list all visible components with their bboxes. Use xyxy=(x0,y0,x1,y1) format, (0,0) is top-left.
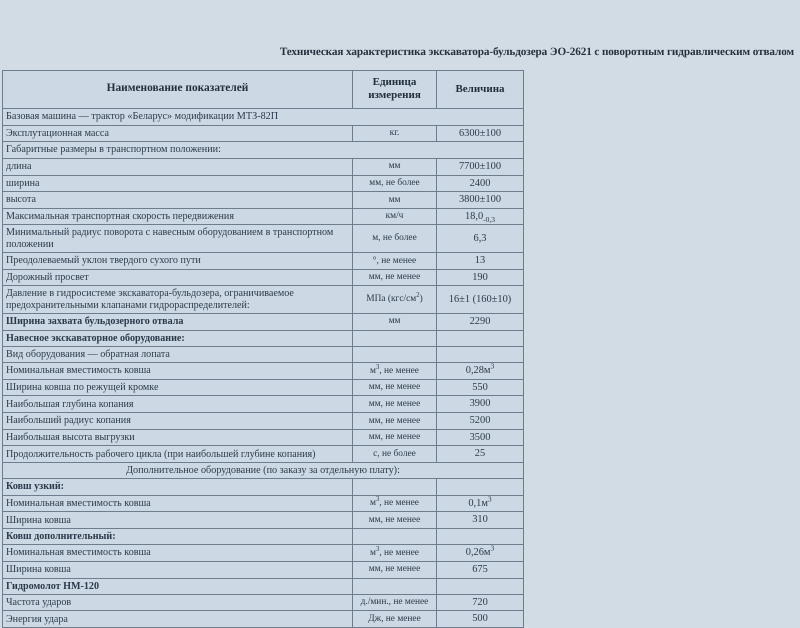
row-26-value: 675 xyxy=(437,561,524,578)
row-18-value: 3500 xyxy=(437,429,524,446)
row-22-value: $0,1м^3$ xyxy=(437,495,524,512)
table-row xyxy=(3,313,524,330)
row-14-value: $0,28м^3$ xyxy=(437,363,524,380)
table-row xyxy=(3,611,524,628)
row-18-name: Наибольшая высота выгрузки xyxy=(3,429,353,446)
table-row xyxy=(3,379,524,396)
table-row xyxy=(3,125,524,142)
row-18-unit: мм, не менее xyxy=(353,429,437,446)
table-row xyxy=(3,578,524,594)
table-row xyxy=(3,253,524,270)
row-17-unit: мм, не менее xyxy=(353,413,437,430)
row-26-name: Ширина ковша xyxy=(3,561,353,578)
row-28-name: Частота ударов xyxy=(3,594,353,611)
row-14-unit: $м^3$, не менее xyxy=(353,363,437,380)
row-16-name: Наибольшая глубина копания xyxy=(3,396,353,413)
column-header-unit-line2: измерения xyxy=(368,89,421,102)
row-29-name: Энергия удара xyxy=(3,611,353,628)
table-header xyxy=(3,71,524,109)
table-row xyxy=(3,363,524,380)
row-24-value xyxy=(437,528,524,544)
row-10-name: Давление в гидросистеме экскаватора-бульдозера, ограничиваемое предохранительными клапанами гидрораспределителей: xyxy=(3,286,353,314)
row-13-unit xyxy=(353,346,437,362)
row-24-name: Ковш дополнительный: xyxy=(3,528,353,544)
table-row xyxy=(3,561,524,578)
row-2-fullwidth-label: Габаритные размеры в транспортном положении: xyxy=(3,142,524,158)
row-3-unit: мм xyxy=(353,158,437,175)
row-9-name: Дорожный просвет xyxy=(3,269,353,286)
row-23-unit: мм, не менее xyxy=(353,512,437,529)
row-11-name: Ширина захвата бульдозерного отвала xyxy=(3,313,353,330)
table-row xyxy=(3,109,524,125)
table-row xyxy=(3,158,524,175)
row-15-unit: мм, не менее xyxy=(353,379,437,396)
row-26-unit: мм, не менее xyxy=(353,561,437,578)
row-7-unit: м, не более xyxy=(353,225,437,253)
table-row xyxy=(3,495,524,512)
row-8-name: Преодолеваемый уклон твердого сухого пути xyxy=(3,253,353,270)
row-10-unit: МПа $(кгс/см^2)$ xyxy=(353,286,437,314)
row-17-value: 5200 xyxy=(437,413,524,430)
row-23-value: 310 xyxy=(437,512,524,529)
table-row xyxy=(3,396,524,413)
row-19-name: Продолжительность рабочего цикла (при наибольшей глубине копания) xyxy=(3,446,353,463)
spec-table-container xyxy=(2,70,523,628)
row-21-value xyxy=(437,479,524,495)
row-25-unit: $м^3$, не менее xyxy=(353,545,437,562)
row-21-unit xyxy=(353,479,437,495)
row-27-unit xyxy=(353,578,437,594)
row-8-unit: °, не менее xyxy=(353,253,437,270)
row-8-value: 13 xyxy=(437,253,524,270)
row-5-unit: мм xyxy=(353,192,437,209)
table-row xyxy=(3,142,524,158)
row-22-name: Номинальная вместимость ковша xyxy=(3,495,353,512)
row-1-unit: кг. xyxy=(353,125,437,142)
row-27-value xyxy=(437,578,524,594)
row-4-value: 2400 xyxy=(437,175,524,192)
row-21-name: Ковш узкий: xyxy=(3,479,353,495)
row-0-fullwidth-label: Базовая машина — трактор «Беларус» модификации МТЗ-82П xyxy=(3,109,524,125)
table-row xyxy=(3,286,524,314)
column-header-name: Наименование показателей xyxy=(3,71,353,109)
row-12-unit xyxy=(353,330,437,346)
row-17-name: Наибольший радиус копания xyxy=(3,413,353,430)
table-header-row xyxy=(3,71,524,109)
table-body xyxy=(3,109,524,628)
row-29-unit: Дж, не менее xyxy=(353,611,437,628)
column-header-unit xyxy=(353,71,437,109)
row-7-name: Минимальный радиус поворота с навесным оборудованием в транспортном положении xyxy=(3,225,353,253)
row-28-value: 720 xyxy=(437,594,524,611)
row-19-value: 25 xyxy=(437,446,524,463)
row-22-unit: $м^3$, не менее xyxy=(353,495,437,512)
row-14-name: Номинальная вместимость ковша xyxy=(3,363,353,380)
row-7-value: 6,3 xyxy=(437,225,524,253)
row-11-unit: мм xyxy=(353,313,437,330)
table-row xyxy=(3,225,524,253)
row-19-unit: с, не более xyxy=(353,446,437,463)
row-5-value: 3800±100 xyxy=(437,192,524,209)
row-20-fullwidth-label: Дополнительное оборудование (по заказу за отдельную плату): xyxy=(3,462,524,478)
row-1-name: Эксплутационная масса xyxy=(3,125,353,142)
row-11-value: 2290 xyxy=(437,313,524,330)
table-row xyxy=(3,446,524,463)
row-3-name: длина xyxy=(3,158,353,175)
row-28-unit: д./мин., не менее xyxy=(353,594,437,611)
row-6-unit: км/ч xyxy=(353,208,437,225)
row-5-name: высота xyxy=(3,192,353,209)
table-row xyxy=(3,175,524,192)
row-4-name: ширина xyxy=(3,175,353,192)
row-6-name: Максимальная транспортная скорость передвижения xyxy=(3,208,353,225)
row-6-value: $18,0_{-0,3}$ xyxy=(437,208,524,225)
row-13-name: Вид оборудования — обратная лопата xyxy=(3,346,353,362)
row-27-name: Гидромолот НМ-120 xyxy=(3,578,353,594)
table-row xyxy=(3,192,524,209)
document-title: Техническая характеристика экскаватора-бульдозера ЭО-2621 с поворотным гидравлическим отвалом xyxy=(279,46,794,58)
row-3-value: 7700±100 xyxy=(437,158,524,175)
table-row xyxy=(3,479,524,495)
table-row xyxy=(3,429,524,446)
table-row xyxy=(3,512,524,529)
table-row xyxy=(3,208,524,225)
table-row xyxy=(3,462,524,478)
column-header-unit-line1: Единица xyxy=(372,76,417,88)
row-12-name: Навесное экскаваторное оборудование: xyxy=(3,330,353,346)
row-4-unit: мм, не более xyxy=(353,175,437,192)
table-row xyxy=(3,528,524,544)
row-15-value: 550 xyxy=(437,379,524,396)
row-1-value: 6300±100 xyxy=(437,125,524,142)
row-13-value xyxy=(437,346,524,362)
specification-table xyxy=(2,70,524,628)
table-row xyxy=(3,545,524,562)
row-15-name: Ширина ковша по режущей кромке xyxy=(3,379,353,396)
row-25-name: Номинальная вместимость ковша xyxy=(3,545,353,562)
row-16-value: 3900 xyxy=(437,396,524,413)
row-29-value: 500 xyxy=(437,611,524,628)
row-12-value xyxy=(437,330,524,346)
column-header-value: Величина xyxy=(437,71,524,109)
row-9-unit: мм, не менее xyxy=(353,269,437,286)
row-24-unit xyxy=(353,528,437,544)
row-25-value: $0,26м^3$ xyxy=(437,545,524,562)
table-row xyxy=(3,330,524,346)
row-9-value: 190 xyxy=(437,269,524,286)
table-row xyxy=(3,594,524,611)
row-16-unit: мм, не менее xyxy=(353,396,437,413)
table-row xyxy=(3,413,524,430)
table-row xyxy=(3,346,524,362)
row-10-value: 16±1 (160±10) xyxy=(437,286,524,314)
row-23-name: Ширина ковша xyxy=(3,512,353,529)
table-row xyxy=(3,269,524,286)
